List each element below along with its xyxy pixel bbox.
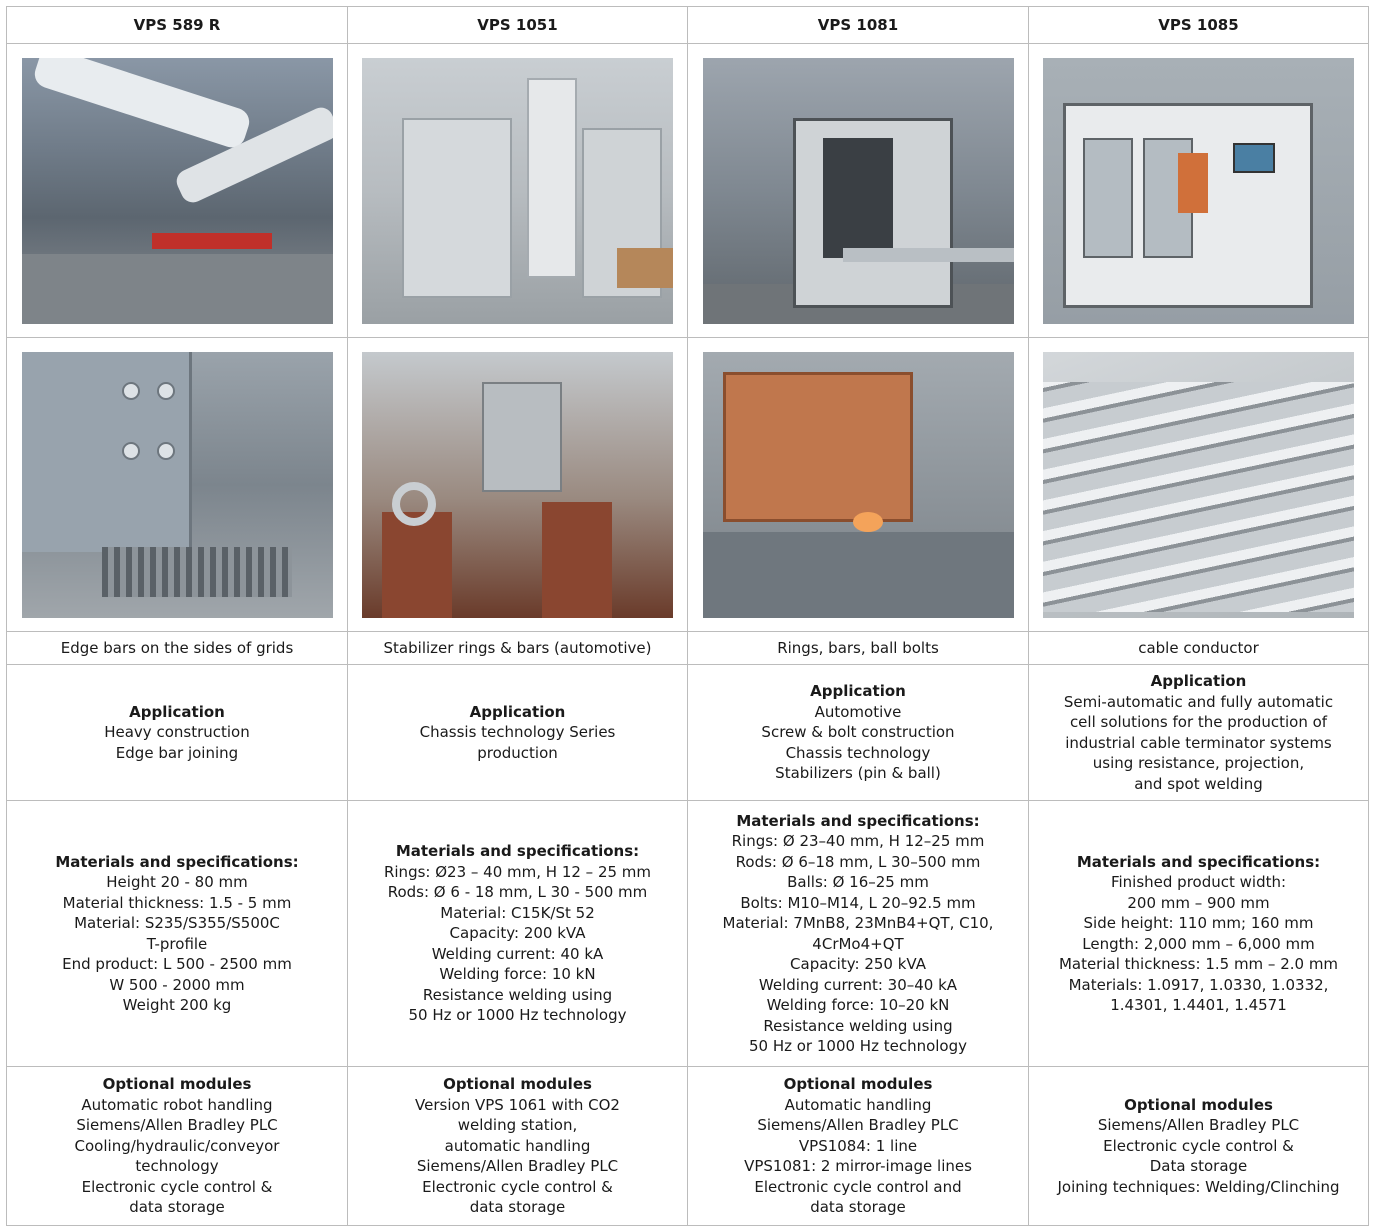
application-line: Chassis technology	[785, 743, 931, 762]
materials-line: Materials: 1.0917, 1.0330, 1.0332,	[1068, 975, 1329, 994]
application-line: cell solutions for the production of	[1069, 713, 1328, 731]
materials-title: Materials and specifications:	[55, 852, 299, 871]
optional-cell	[1029, 1067, 1369, 1226]
materials-line: Side height: 110 mm; 160 mm	[1083, 914, 1314, 932]
materials-cell	[7, 801, 348, 1067]
materials-line: Material: S235/S355/S500C	[74, 914, 280, 932]
model-name: VPS 1085	[1029, 7, 1369, 44]
detail-photo-vps-589-r	[22, 352, 333, 618]
materials-line: Rings: Ø23 – 40 mm, H 12 – 25 mm	[383, 862, 652, 881]
machine-photo-vps-1085	[1043, 58, 1354, 324]
optional-line: welding station,	[457, 1116, 578, 1135]
application-cell	[7, 665, 348, 801]
application-line: industrial cable terminator systems	[1065, 733, 1332, 752]
materials-line: Height 20 - 80 mm	[106, 873, 248, 891]
optional-line: data storage	[129, 1198, 225, 1217]
materials-line: 200 mm – 900 mm	[1127, 893, 1270, 912]
materials-line: 50 Hz or 1000 Hz technology	[408, 1006, 627, 1025]
detail-photo-row	[7, 338, 1369, 632]
application-title: Application	[129, 702, 225, 721]
materials-line: Capacity: 250 kVA	[790, 955, 926, 973]
materials-line: Welding force: 10–20 kN	[766, 996, 950, 1014]
product-caption: Edge bars on the sides of grids	[7, 632, 348, 665]
model-name: VPS 1051	[348, 7, 688, 44]
materials-line: 50 Hz or 1000 Hz technology	[748, 1037, 968, 1055]
application-title: Application	[469, 702, 566, 721]
materials-line: Rods: Ø 6 - 18 mm, L 30 - 500 mm	[387, 883, 648, 902]
optional-line: Electronic cycle control &	[81, 1177, 273, 1196]
materials-line: Material thickness: 1.5 - 5 mm	[62, 893, 292, 912]
materials-line: Bolts: M10–M14, L 20–92.5 mm	[740, 893, 976, 912]
optional-line: data storage	[810, 1198, 906, 1217]
optional-line: automatic handling	[444, 1136, 591, 1155]
product-caption: Rings, bars, ball bolts	[688, 632, 1029, 665]
optional-line: Siemens/Allen Bradley PLC	[416, 1157, 619, 1176]
materials-line: 1.4301, 1.4401, 1.4571	[1110, 996, 1287, 1014]
application-line: Edge bar joining	[115, 743, 239, 762]
model-name: VPS 589 R	[7, 7, 348, 44]
materials-line: Resistance welding using	[763, 1016, 953, 1035]
application-line: Heavy construction	[104, 723, 250, 742]
materials-line: Material thickness: 1.5 mm – 2.0 mm	[1058, 955, 1339, 973]
model-name: VPS 1081	[688, 7, 1029, 44]
optional-line: Electronic cycle control &	[422, 1177, 613, 1196]
optional-modules-row	[7, 1067, 1369, 1226]
materials-line: W 500 - 2000 mm	[109, 975, 245, 994]
materials-line: Material: 7MnB8, 23MnB4+QT, C10,	[722, 914, 994, 932]
materials-line: Resistance welding using	[422, 985, 613, 1004]
materials-line: Rods: Ø 6–18 mm, L 30–500 mm	[735, 852, 981, 871]
optional-cell	[7, 1067, 348, 1226]
optional-title: Optional modules	[102, 1075, 252, 1094]
materials-line: Weight 200 kg	[122, 996, 232, 1014]
materials-line: Welding force: 10 kN	[439, 965, 596, 984]
materials-title: Materials and specifications:	[736, 811, 980, 830]
materials-line: Welding current: 40 kA	[431, 944, 604, 963]
materials-line: Length: 2,000 mm – 6,000 mm	[1082, 934, 1315, 953]
application-line: and spot welding	[1134, 774, 1263, 793]
materials-line: Balls: Ø 16–25 mm	[787, 873, 929, 891]
optional-line: Automatic robot handling	[81, 1095, 273, 1114]
optional-line: Data storage	[1149, 1157, 1248, 1176]
application-row	[7, 665, 1369, 801]
materials-cell	[1029, 801, 1369, 1067]
machine-photo-vps-1081	[703, 58, 1014, 324]
application-line: production	[477, 743, 558, 762]
application-line: Screw & bolt construction	[761, 723, 955, 742]
materials-line: Rings: Ø 23–40 mm, H 12–25 mm	[731, 832, 985, 850]
application-line: Stabilizers (pin & ball)	[775, 764, 941, 783]
machine-photo-row	[7, 44, 1369, 338]
machine-photo-vps-1051	[362, 58, 673, 324]
application-line: Semi-automatic and fully automatic	[1063, 692, 1334, 711]
materials-line: T-profile	[146, 934, 208, 953]
application-title: Application	[1150, 672, 1247, 690]
materials-line: Welding current: 30–40 kA	[758, 975, 958, 994]
optional-line: Siemens/Allen Bradley PLC	[76, 1116, 278, 1135]
materials-line: Capacity: 200 kVA	[449, 924, 586, 943]
application-title: Application	[810, 682, 906, 701]
optional-line: Version VPS 1061 with CO2	[415, 1095, 620, 1114]
detail-photo-vps-1085	[1043, 352, 1354, 618]
application-line: using resistance, projection,	[1092, 754, 1305, 772]
materials-title: Materials and specifications:	[395, 842, 640, 861]
detail-photo-vps-1081	[703, 352, 1014, 618]
optional-line: Joining techniques: Welding/Clinching	[1057, 1177, 1340, 1196]
optional-cell	[688, 1067, 1029, 1226]
optional-line: Siemens/Allen Bradley PLC	[757, 1116, 959, 1135]
optional-line: Electronic cycle control and	[754, 1177, 962, 1196]
optional-line: Cooling/hydraulic/conveyor	[74, 1136, 280, 1155]
application-line: Automotive	[814, 702, 902, 721]
application-cell	[348, 665, 688, 801]
application-line: Chassis technology Series	[419, 723, 616, 742]
materials-line: Material: C15K/St 52	[440, 903, 595, 922]
materials-line: Finished product width:	[1110, 873, 1287, 891]
product-caption: Stabilizer rings & bars (automotive)	[348, 632, 688, 665]
model-header-row	[7, 7, 1369, 44]
materials-line: 4CrMo4+QT	[812, 934, 904, 953]
product-comparison-table	[6, 6, 1369, 1226]
optional-title: Optional modules	[1124, 1095, 1273, 1114]
optional-cell	[348, 1067, 688, 1226]
detail-photo-vps-1051	[362, 352, 673, 618]
caption-row	[7, 632, 1369, 665]
machine-photo-vps-589-r	[22, 58, 333, 324]
materials-cell	[688, 801, 1029, 1067]
optional-line: technology	[135, 1157, 219, 1176]
optional-title: Optional modules	[783, 1075, 933, 1094]
optional-line: Automatic handling	[784, 1095, 932, 1114]
application-cell	[1029, 665, 1369, 801]
materials-cell	[348, 801, 688, 1067]
optional-line: Siemens/Allen Bradley PLC	[1097, 1116, 1300, 1135]
optional-line: VPS1084: 1 line	[798, 1136, 918, 1155]
optional-line: VPS1081: 2 mirror-image lines	[744, 1157, 972, 1176]
application-cell	[688, 665, 1029, 801]
product-caption: cable conductor	[1029, 632, 1369, 665]
materials-row	[7, 801, 1369, 1067]
optional-title: Optional modules	[443, 1075, 592, 1094]
materials-title: Materials and specifications:	[1076, 852, 1321, 871]
optional-line: data storage	[469, 1198, 566, 1217]
materials-line: End product: L 500 - 2500 mm	[62, 955, 292, 973]
optional-line: Electronic cycle control &	[1103, 1136, 1294, 1155]
